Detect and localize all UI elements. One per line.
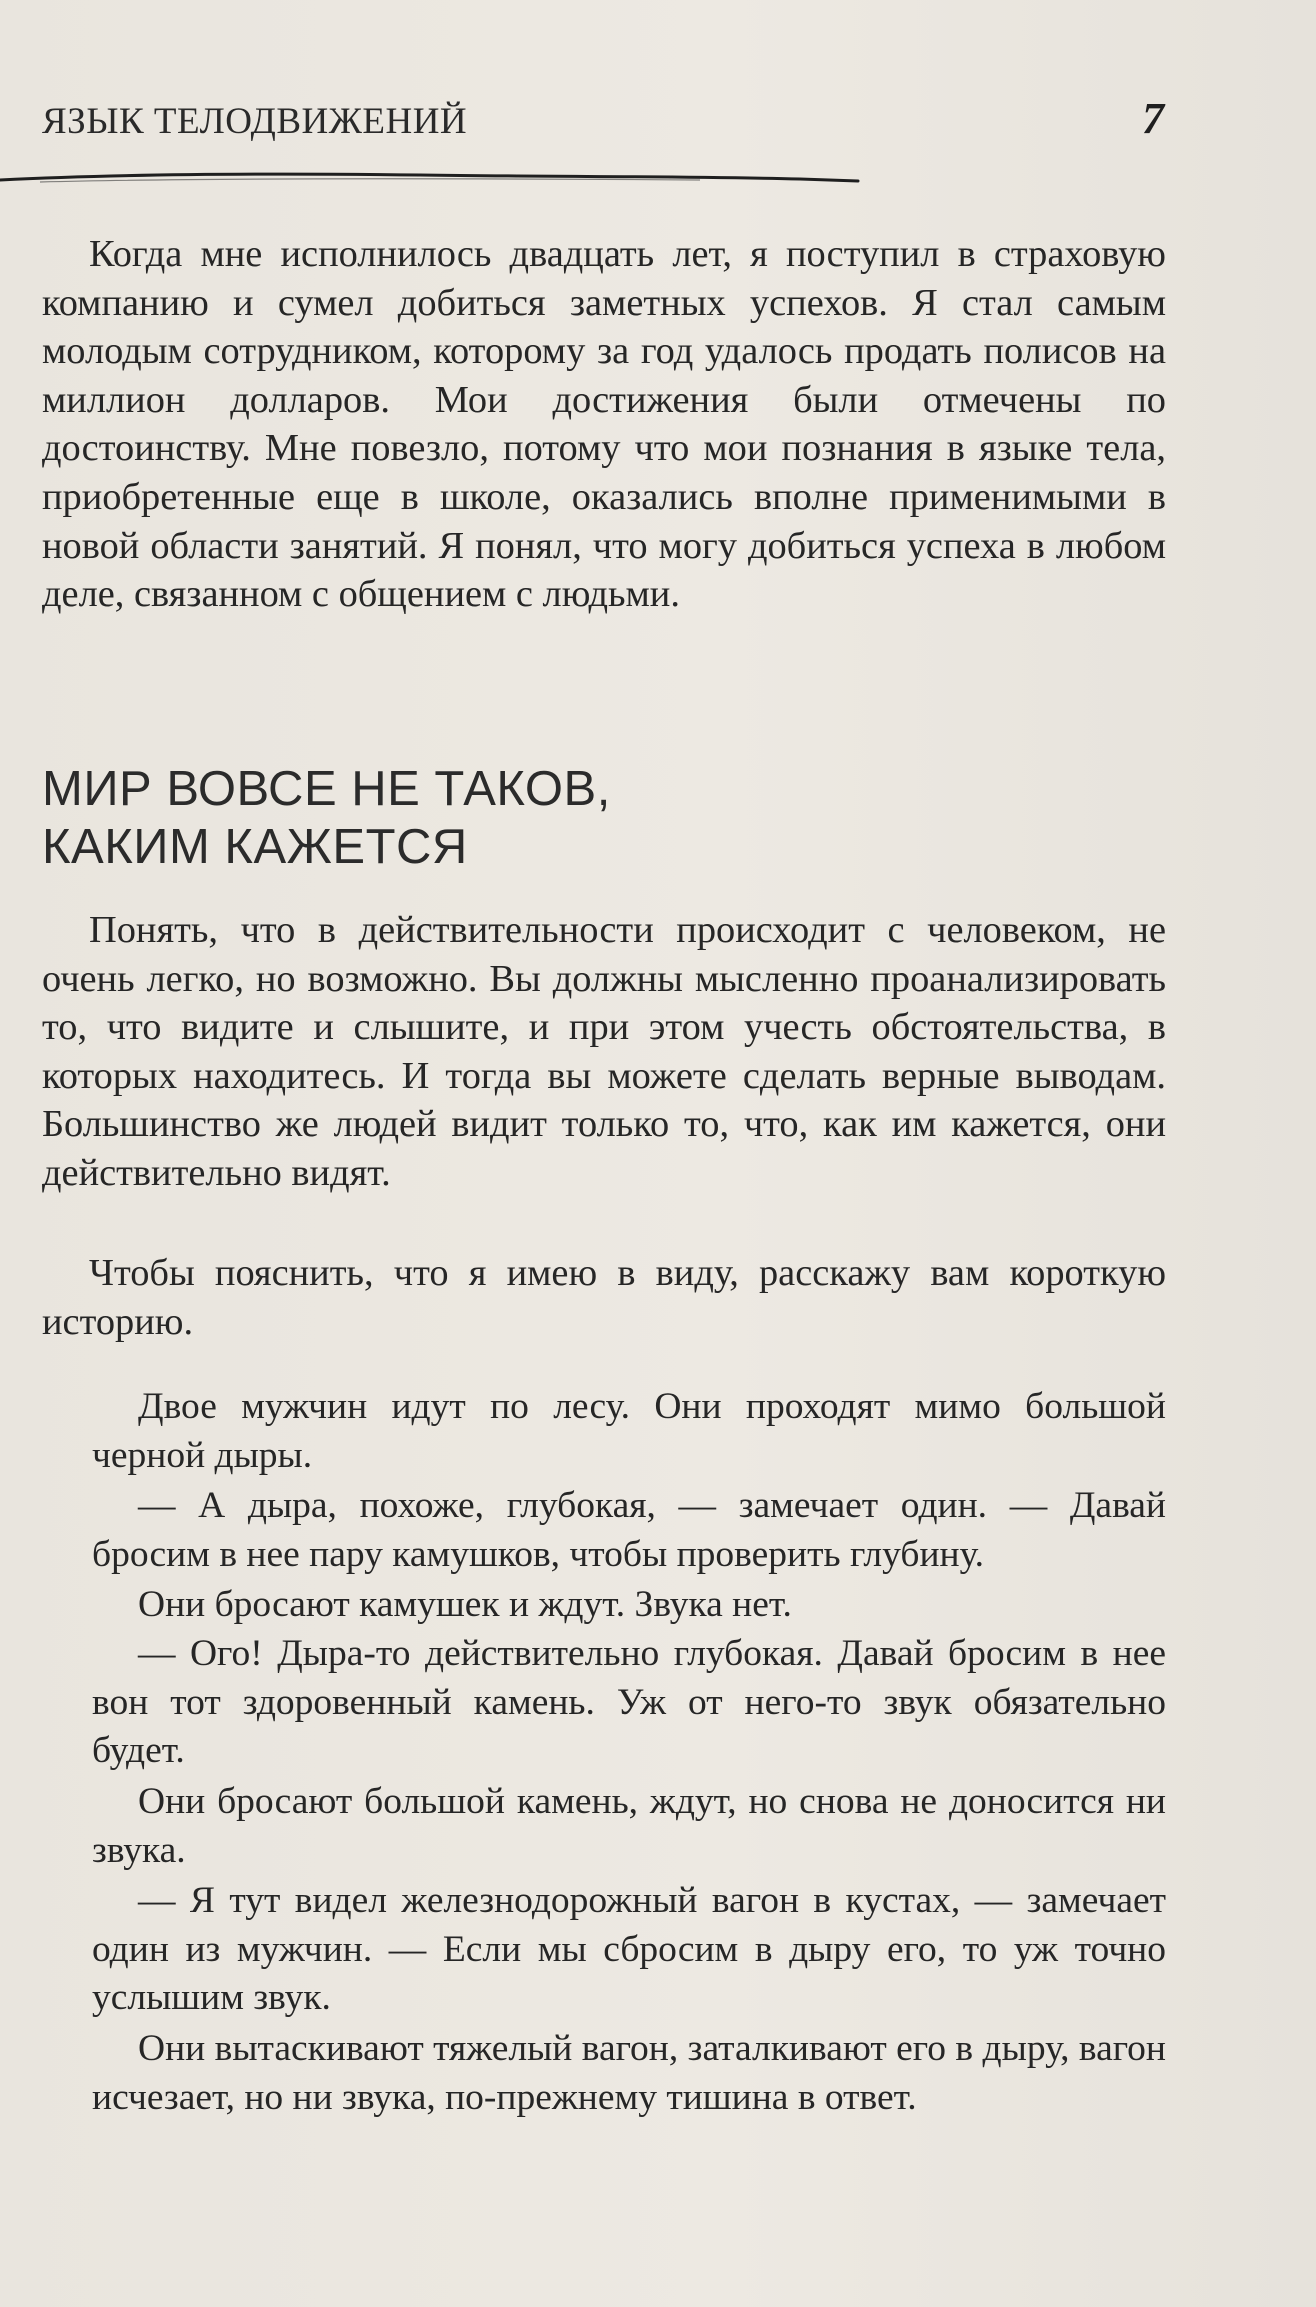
- section-paragraph-2: Чтобы пояснить, что я имею в виду, расскажу вам короткую историю.: [42, 1252, 1166, 1343]
- story-paragraph-3: Они бросают камушек и ждут. Звука нет.: [138, 1584, 792, 1625]
- story-paragraph-5: Они бросают большой камень, ждут, но снова не доносится ни звука.: [92, 1781, 1166, 1871]
- story-paragraph-2: — А дыра, похоже, глубокая, — замечает один. — Давай бросим в нее пару камушков, чтобы проверить глубину.: [92, 1485, 1166, 1575]
- section-heading-line-1: МИР ВОВСЕ НЕ ТАКОВ,: [42, 762, 611, 816]
- story-paragraph-4: — Ого! Дыра-то действительно глубокая. Давай бросим в нее вон тот здоровенный камень. Уж от него-то звук обязательно будет.: [92, 1633, 1166, 1772]
- header-rule: [0, 168, 860, 190]
- running-head-title: ЯЗЫК ТЕЛОДВИЖЕНИЙ: [42, 101, 468, 142]
- section-paragraph-1: Понять, что в действительности происходит с человеком, не очень легко, но возможно. Вы должны мысленно проанализировать то, что видите и слышите, и при этом учесть обстоятельства, в которых находитесь. И тогда вы можете сделать верные выводам. Большинство же людей видит только то, что, как им кажется, они действительно видят.: [42, 909, 1166, 1194]
- intro-paragraph: Когда мне исполнилось двадцать лет, я поступил в страховую компанию и сумел добиться заметных успехов. Я стал самым молодым сотрудником, которому за год удалось продать полисов на миллион долларов. Мои достижения были отмечены по достоинству. Мне повезло, потому что мои познания в языке тела, приобретенные еще в школе, оказались вполне применимыми в новой области занятий. Я понял, что могу добиться успеха в любом деле, связанном с общением с людьми.: [42, 233, 1166, 616]
- story-paragraph-1: Двое мужчин идут по лесу. Они проходят мимо большой черной дыры.: [92, 1386, 1166, 1476]
- page-number: 7: [1142, 94, 1164, 143]
- story-paragraph-7: Они вытаскивают тяжелый вагон, заталкивают его в дыру, вагон исчезает, но ни звука, по-прежнему тишина в ответ.: [92, 2028, 1166, 2118]
- story-paragraph-6: — Я тут видел железнодорожный вагон в кустах, — замечает один из мужчин. — Если мы сбросим в дыру его, то уж точно услышим звук.: [92, 1880, 1166, 2019]
- section-heading: [42, 760, 1166, 876]
- section-heading-line-2: КАКИМ КАЖЕТСЯ: [42, 820, 468, 874]
